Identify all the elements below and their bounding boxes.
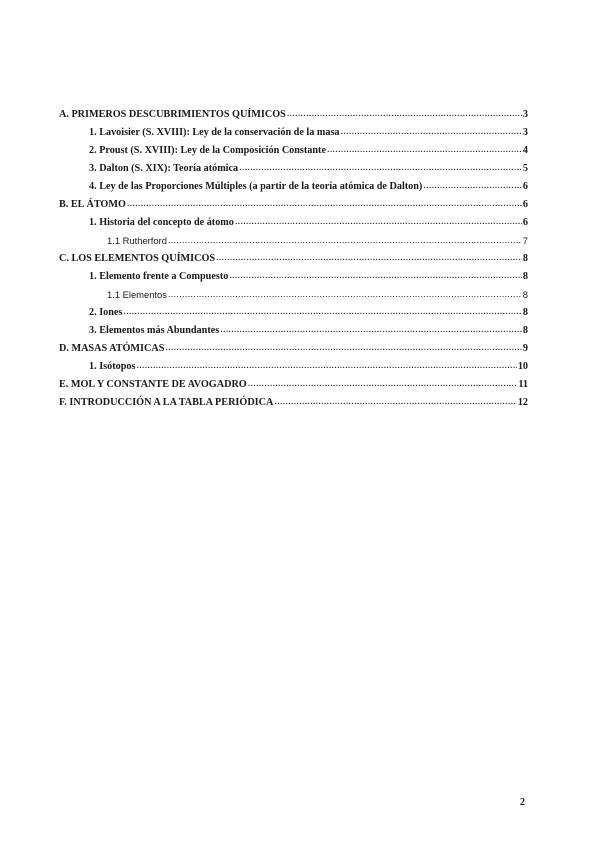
toc-entry-title: 2. Iones (89, 307, 123, 318)
toc-entry-page: 9 (522, 343, 528, 354)
toc-entry-page: 6 (522, 181, 528, 192)
toc-entry-page: 6 (522, 217, 528, 228)
toc-entry-page: 6 (522, 199, 528, 210)
toc-leader (287, 108, 522, 119)
toc-entry-page: 8 (522, 253, 528, 264)
toc-entry-page: 5 (522, 163, 528, 174)
toc-leader (168, 234, 522, 245)
toc-leader (220, 324, 522, 335)
toc-entry[interactable] (59, 379, 528, 397)
toc-entry-title: 1. Isótopos (89, 361, 136, 372)
toc-entry[interactable] (59, 217, 528, 235)
toc-entry[interactable] (59, 127, 528, 145)
toc-leader (327, 144, 522, 155)
toc-entry[interactable] (59, 271, 528, 289)
table-of-contents (59, 109, 528, 415)
toc-entry[interactable] (59, 289, 528, 307)
toc-leader (168, 288, 522, 299)
toc-entry[interactable] (59, 325, 528, 343)
toc-entry-title: D. MASAS ATÓMICAS (59, 343, 165, 354)
toc-entry-title: 1.1 Rutherford (107, 235, 167, 246)
toc-entry-title: E. MOL Y CONSTANTE DE AVOGADRO (59, 379, 247, 390)
toc-entry[interactable] (59, 145, 528, 163)
toc-entry[interactable] (59, 199, 528, 217)
toc-entry-title: 1. Historia del concepto de átomo (89, 217, 234, 228)
toc-entry-title: 1. Lavoisier (S. XVIII): Ley de la conservación de la masa (89, 127, 340, 138)
toc-entry-title: 4. Ley de las Proporciones Múltiples (a partir de la teoría atómica de Dalton) (89, 181, 423, 192)
toc-leader (136, 360, 516, 371)
toc-leader (248, 378, 518, 389)
toc-entry[interactable] (59, 163, 528, 181)
toc-leader (216, 252, 522, 263)
toc-entry-page: 10 (517, 361, 528, 372)
toc-entry-page: 8 (522, 289, 528, 300)
toc-entry-page: 8 (522, 325, 528, 336)
toc-entry[interactable] (59, 361, 528, 379)
toc-entry[interactable] (59, 235, 528, 253)
toc-leader (229, 270, 522, 281)
toc-entry[interactable] (59, 307, 528, 325)
toc-leader (165, 342, 522, 353)
toc-leader (239, 162, 522, 173)
toc-leader (123, 306, 522, 317)
toc-entry-page: 8 (522, 271, 528, 282)
toc-entry-title: B. EL ÁTOMO (59, 199, 126, 210)
toc-leader (341, 126, 522, 137)
toc-leader (235, 216, 522, 227)
toc-entry[interactable] (59, 343, 528, 361)
toc-entry-title: 3. Dalton (S. XIX): Teoría atómica (89, 163, 239, 174)
toc-entry-page: 4 (522, 145, 528, 156)
toc-entry-title: 1.1 Elementos (107, 289, 167, 300)
toc-entry-title: F. INTRODUCCIÓN A LA TABLA PERIÓDICA (59, 397, 274, 408)
toc-entry-page: 12 (517, 397, 528, 408)
page-number: 2 (520, 797, 525, 808)
toc-entry[interactable] (59, 253, 528, 271)
toc-entry[interactable] (59, 181, 528, 199)
toc-entry-page: 3 (522, 127, 528, 138)
toc-leader (127, 198, 522, 209)
toc-leader (274, 396, 516, 407)
toc-entry[interactable] (59, 109, 528, 127)
toc-entry-page: 8 (522, 307, 528, 318)
toc-entry-title: 2. Proust (S. XVIII): Ley de la Composición Constante (89, 145, 326, 156)
toc-entry-title: 1. Elemento frente a Compuesto (89, 271, 229, 282)
toc-entry[interactable] (59, 397, 528, 415)
toc-entry-page: 7 (522, 235, 528, 246)
toc-entry-title: A. PRIMEROS DESCUBRIMIENTOS QUÍMICOS (59, 109, 286, 120)
toc-leader (423, 180, 522, 191)
toc-entry-page: 11 (518, 379, 528, 390)
toc-entry-title: C. LOS ELEMENTOS QUÍMICOS (59, 253, 216, 264)
toc-entry-page: 3 (522, 109, 528, 120)
toc-entry-title: 3. Elementos más Abundantes (89, 325, 220, 336)
